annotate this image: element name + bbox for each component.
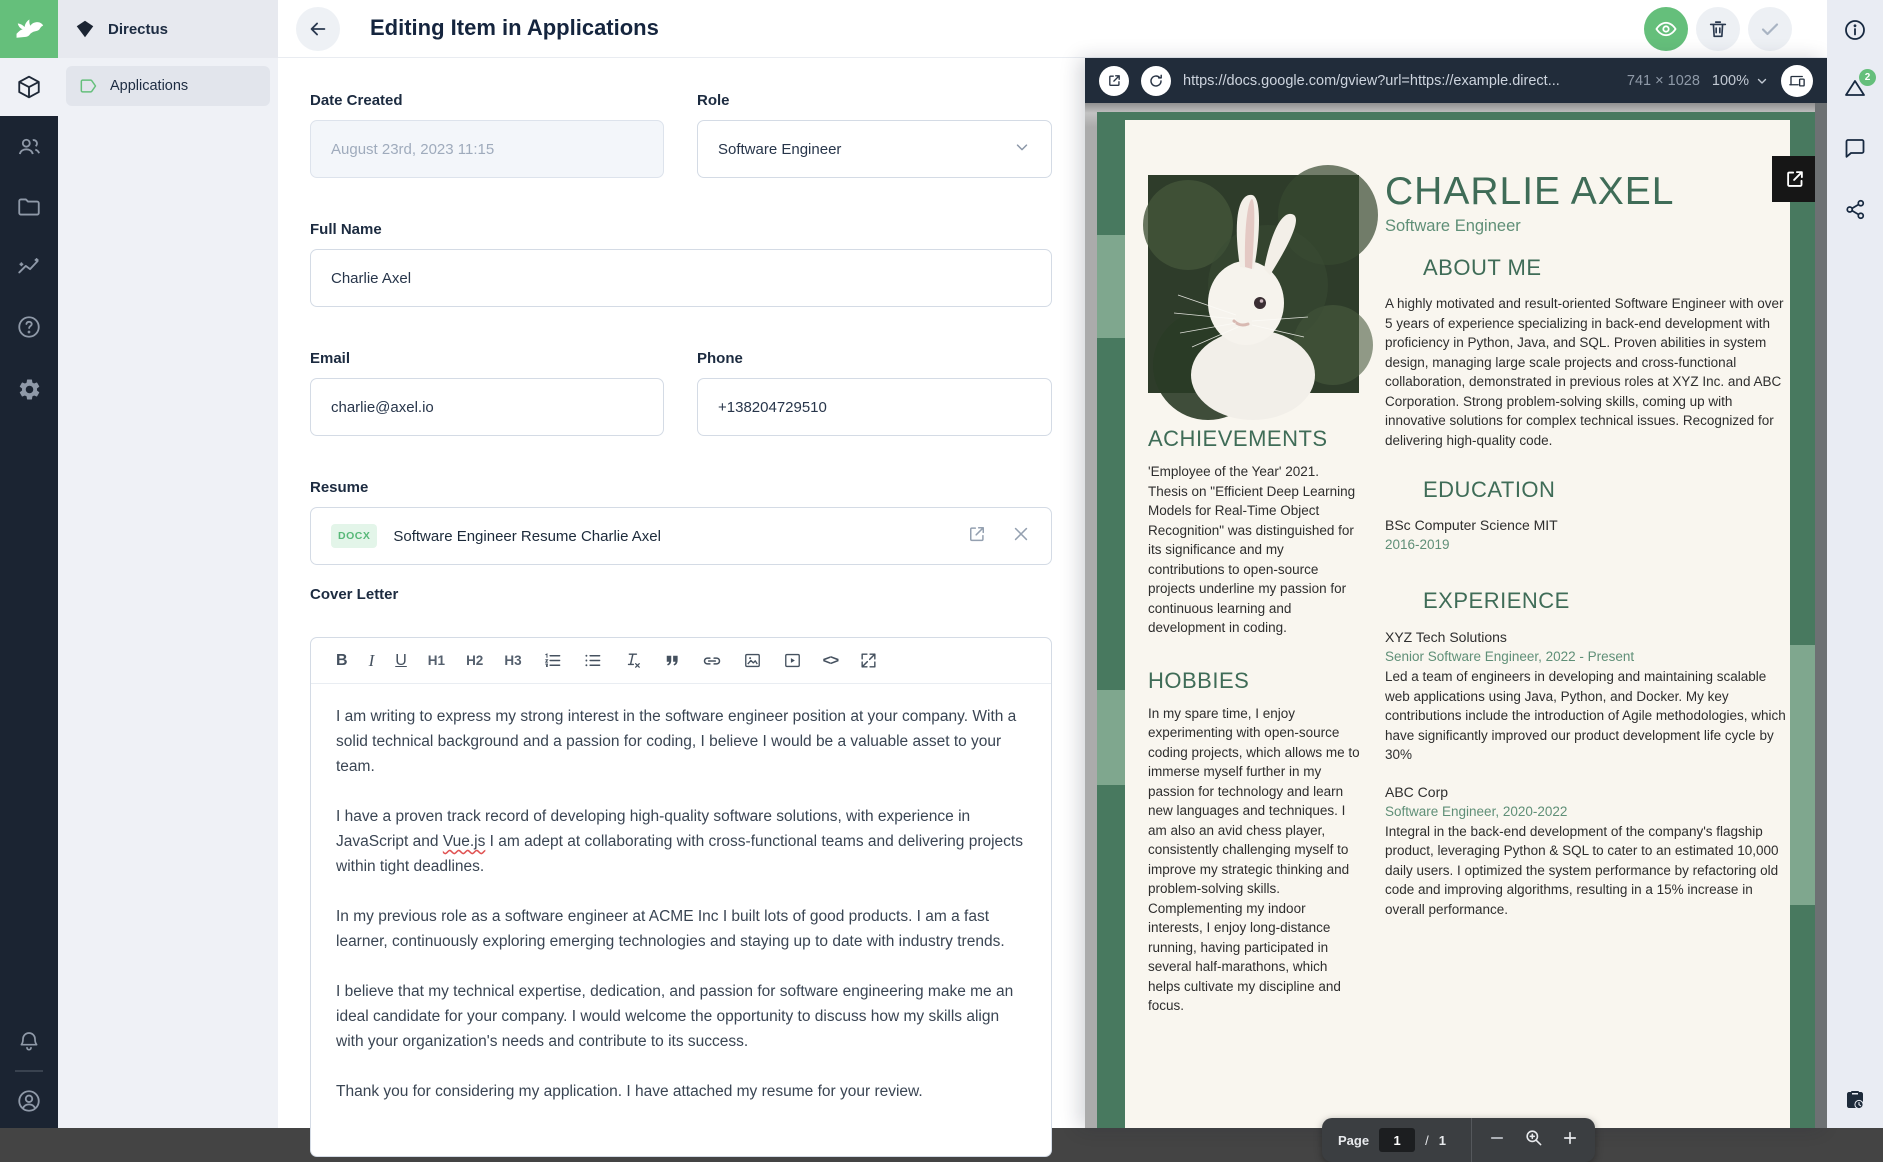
eye-icon bbox=[1654, 17, 1678, 41]
fullscreen-icon bbox=[859, 651, 878, 670]
frame-accent bbox=[1097, 690, 1125, 785]
folder-icon bbox=[16, 194, 42, 220]
full-name-value: Charlie Axel bbox=[331, 269, 412, 287]
share-icon bbox=[1844, 198, 1867, 221]
resume-name: CHARLIE AXEL bbox=[1385, 170, 1675, 213]
zoom-in-button[interactable] bbox=[1561, 1129, 1579, 1152]
module-bar bbox=[0, 0, 58, 1128]
fullscreen-button[interactable] bbox=[859, 651, 878, 670]
clipboard-clock-button[interactable] bbox=[1827, 1078, 1883, 1122]
remove-file-button[interactable] bbox=[1011, 524, 1031, 548]
module-settings[interactable] bbox=[0, 360, 58, 418]
delete-button[interactable] bbox=[1696, 7, 1740, 51]
clear-format-icon bbox=[623, 651, 642, 670]
magnifier-plus-icon bbox=[1524, 1128, 1543, 1147]
chevron-down-icon bbox=[1013, 138, 1031, 160]
job-description: Led a team of engineers in developing and maintaining scalable web applications using Java, Python, and Docker. My key contributions include the introduction of Agile methodologies, which have significantly improved our product development life cycle by 30% bbox=[1385, 669, 1786, 762]
users-icon bbox=[16, 134, 42, 160]
frame-accent bbox=[1097, 235, 1125, 338]
page-number-input[interactable]: 1 bbox=[1379, 1128, 1415, 1152]
job-company: XYZ Tech Solutions bbox=[1385, 629, 1507, 645]
ordered-list-icon bbox=[543, 651, 562, 670]
phone-value: +138204729510 bbox=[718, 398, 827, 416]
link-icon bbox=[702, 651, 722, 671]
close-icon bbox=[1011, 524, 1031, 544]
zoom-out-button[interactable] bbox=[1488, 1129, 1506, 1152]
module-users[interactable] bbox=[0, 118, 58, 176]
bullet-list-button[interactable] bbox=[583, 651, 602, 670]
cover-letter-paragraph: I have a proven track record of developing high-quality software solutions, with experience in JavaScript and Vue.js I am adept at collaborating with cross-functional teams and delivering projects within tight deadlines. bbox=[336, 808, 1023, 875]
education-heading: EDUCATION bbox=[1423, 477, 1556, 502]
check-icon bbox=[1758, 17, 1782, 41]
page-title: Editing Item in Applications bbox=[370, 15, 659, 40]
hobbies-text: In my spare time, I enjoy experimenting with open-source coding projects, which allows me to immerse myself further in my passion for technology and learn new languages and techniques. I am also an avid chess player, consistently challenging myself to improve my strategic thinking and problem-solving skills. Complementing my indoor interests, I enjoy long-distance running, having participated in several half-marathons, which helps cultivate my discipline and focus. bbox=[1148, 705, 1360, 1013]
cover-letter-paragraph: In my previous role as a software engineer at ACME Inc I built lots of good products. I am a fast learner, continuously exploring emerging technologies and staying up to date with industry trends. bbox=[336, 908, 1005, 950]
viewer-scrollbar[interactable] bbox=[1815, 103, 1827, 1128]
arrow-left-icon bbox=[307, 18, 329, 40]
open-in-new-icon bbox=[1784, 168, 1806, 190]
refresh-button[interactable] bbox=[1141, 66, 1171, 96]
open-url-button[interactable] bbox=[1099, 66, 1129, 96]
docx-badge: DOCX bbox=[331, 524, 377, 548]
date-created-input[interactable] bbox=[310, 120, 664, 178]
date-created-label: Date Created bbox=[310, 92, 403, 109]
insights-icon bbox=[16, 254, 42, 280]
job-role: Senior Software Engineer, 2022 - Present bbox=[1385, 649, 1635, 664]
cover-letter-label: Cover Letter bbox=[310, 586, 399, 603]
blockquote-button[interactable] bbox=[663, 652, 681, 670]
insert-video-button[interactable] bbox=[783, 651, 802, 670]
page-total: 1 bbox=[1438, 1132, 1446, 1148]
about-heading: ABOUT ME bbox=[1423, 255, 1542, 280]
bullet-list-icon bbox=[583, 651, 602, 670]
module-files[interactable] bbox=[0, 178, 58, 236]
clear-format-button[interactable] bbox=[623, 651, 642, 670]
directus-logo-button[interactable] bbox=[0, 0, 58, 58]
project-name: Directus bbox=[108, 20, 169, 38]
zoom-value: 100% bbox=[1711, 72, 1749, 89]
heading2-button[interactable]: H2 bbox=[466, 653, 484, 668]
page-label: Page bbox=[1338, 1132, 1370, 1148]
label-tag-icon bbox=[78, 76, 98, 96]
job-description: Integral in the back-end development of the company's flagship product, leveraging Python & SQL to cater to an estimated 10,000 daily users. I optimized the system performance by refactoring old code and improving algorithms, resulting in a 15% increase in overall performance. bbox=[1385, 823, 1779, 917]
minus-icon bbox=[1488, 1129, 1506, 1147]
quote-icon bbox=[663, 652, 681, 670]
user-avatar-button[interactable] bbox=[0, 1072, 58, 1130]
heading3-button[interactable]: H3 bbox=[504, 653, 522, 668]
save-button[interactable] bbox=[1748, 7, 1792, 51]
role-value: Software Engineer bbox=[718, 140, 842, 158]
ordered-list-button[interactable] bbox=[543, 651, 562, 670]
module-content[interactable] bbox=[0, 58, 58, 116]
email-input[interactable] bbox=[310, 378, 664, 436]
profile-photo-rabbit bbox=[1148, 175, 1359, 393]
resume-right-column bbox=[1385, 170, 1791, 919]
preview-dimensions: 741 × 1028 bbox=[1626, 72, 1700, 89]
module-insights[interactable] bbox=[0, 238, 58, 296]
info-sidebar-button[interactable] bbox=[1827, 8, 1883, 52]
education-years: 2016-2019 bbox=[1385, 537, 1450, 552]
device-toggle-button[interactable] bbox=[1781, 65, 1813, 97]
help-icon bbox=[16, 314, 42, 340]
underline-button[interactable]: U bbox=[395, 651, 407, 669]
about-text: A highly motivated and result-oriented Software Engineer with over 5 years of experience specializing in back-end development with proficiency in Python, Java, and SQL. Proven abilities in system design, managing large scale projects and cross-functional collaboration, demonstrated in previous roles at XYZ Inc. and ABC Corporation. Strong problem-solving skills, coming up with innovative solutions for complex technical issues. Recognized for delivering high-quality code. bbox=[1385, 296, 1784, 448]
zoom-fit-button[interactable] bbox=[1524, 1128, 1543, 1152]
full-name-label: Full Name bbox=[310, 221, 382, 238]
image-icon bbox=[743, 651, 762, 670]
code-button[interactable]: <> bbox=[822, 652, 839, 669]
experience-heading: EXPERIENCE bbox=[1423, 588, 1570, 613]
cover-letter-content[interactable] bbox=[311, 684, 1051, 1149]
module-help[interactable] bbox=[0, 298, 58, 356]
chevron-down-icon bbox=[1755, 74, 1769, 88]
comment-bubble-icon bbox=[1843, 136, 1867, 160]
sidebar-item-applications[interactable] bbox=[66, 66, 270, 106]
devices-icon bbox=[1788, 72, 1806, 90]
revisions-sidebar-button[interactable] bbox=[1827, 66, 1883, 110]
back-button[interactable] bbox=[296, 7, 340, 51]
spellcheck-underline: Vue.js bbox=[442, 833, 486, 850]
heading1-button[interactable]: H1 bbox=[427, 653, 446, 668]
comments-sidebar-button[interactable] bbox=[1827, 126, 1883, 170]
date-created-value: August 23rd, 2023 11:15 bbox=[331, 140, 495, 158]
page-separator: / bbox=[1425, 1132, 1429, 1148]
job-role: Software Engineer, 2020-2022 bbox=[1385, 803, 1568, 819]
project-header[interactable] bbox=[58, 0, 278, 58]
open-in-new-icon bbox=[967, 524, 987, 544]
resume-label: Resume bbox=[310, 479, 369, 496]
open-file-button[interactable] bbox=[967, 524, 987, 548]
achievements-heading: ACHIEVEMENTS bbox=[1148, 426, 1328, 451]
editor-toolbar bbox=[311, 638, 1051, 684]
education-degree: BSc Computer Science MIT bbox=[1385, 517, 1558, 533]
document-viewer bbox=[1085, 103, 1827, 1148]
link-button[interactable] bbox=[702, 651, 722, 671]
frame-accent bbox=[1790, 645, 1815, 905]
page-controls bbox=[1322, 1118, 1595, 1162]
open-in-new-icon bbox=[1107, 73, 1122, 88]
video-icon bbox=[783, 651, 802, 670]
resume-file-name: Software Engineer Resume Charlie Axel bbox=[393, 527, 661, 545]
resume-file-field[interactable] bbox=[310, 507, 1052, 565]
phone-input[interactable] bbox=[697, 378, 1052, 436]
cover-letter-editor bbox=[310, 637, 1052, 1157]
phone-label: Phone bbox=[697, 350, 743, 367]
role-select[interactable] bbox=[697, 120, 1052, 178]
cover-letter-paragraph: I believe that my technical expertise, dedication, and passion for software engineering make me an ideal candidate for your company. I would welcome the opportunity to discuss how my skills align with your organization's needs and contribute to its success. bbox=[336, 983, 1014, 1050]
cover-letter-paragraph: Thank you for considering my application. I have attached my resume for your review. bbox=[336, 1083, 923, 1100]
right-sidebar bbox=[1827, 0, 1883, 1128]
directus-rabbit-icon bbox=[12, 10, 46, 49]
insert-image-button[interactable] bbox=[743, 651, 762, 670]
resume-document-page bbox=[1097, 112, 1815, 1128]
achievements-text: 'Employee of the Year' 2021. Thesis on "Efficient Deep Learning Models for Real-Time Object Recognition" was distinguished for its significance and my contributions to open-source projects underline my passion for continuous learning and development in coding. bbox=[1148, 464, 1356, 635]
role-label: Role bbox=[697, 92, 730, 109]
preview-url[interactable]: https://docs.google.com/gview?url=https://example.direct... bbox=[1183, 72, 1560, 89]
share-sidebar-button[interactable] bbox=[1827, 187, 1883, 231]
preview-drawer bbox=[1085, 58, 1827, 1148]
bell-icon bbox=[17, 1029, 41, 1053]
bold-button[interactable]: B bbox=[336, 651, 348, 669]
resume-role: Software Engineer bbox=[1385, 217, 1521, 235]
plus-icon bbox=[1561, 1129, 1579, 1147]
cube-icon bbox=[16, 74, 42, 100]
popout-button[interactable] bbox=[1772, 156, 1818, 202]
email-value: charlie@axel.io bbox=[331, 398, 434, 416]
trash-icon bbox=[1707, 18, 1729, 40]
info-icon bbox=[1843, 18, 1867, 42]
italic-button[interactable]: I bbox=[368, 650, 375, 670]
project-diamond-icon bbox=[74, 18, 96, 40]
nav-panel bbox=[58, 0, 278, 1128]
gear-icon bbox=[17, 377, 42, 402]
preview-toggle-button[interactable] bbox=[1644, 7, 1688, 51]
revisions-badge: 2 bbox=[1859, 69, 1876, 86]
job-company: ABC Corp bbox=[1385, 783, 1449, 800]
clipboard-clock-icon bbox=[1843, 1088, 1867, 1112]
hobbies-heading: HOBBIES bbox=[1148, 667, 1250, 693]
zoom-select[interactable] bbox=[1712, 73, 1769, 89]
preview-header bbox=[1085, 58, 1827, 103]
sidebar-item-label: Applications bbox=[110, 78, 189, 94]
resume-left-column bbox=[1148, 175, 1361, 1016]
refresh-icon bbox=[1148, 73, 1164, 89]
email-label: Email bbox=[310, 350, 351, 367]
account-circle-icon bbox=[16, 1088, 42, 1114]
cover-letter-paragraph: I am writing to express my strong interest in the software engineer position at your company. With a solid technical background and a passion for coding, I believe I would be a valuable asset to your team. bbox=[336, 708, 1017, 775]
notifications-button[interactable] bbox=[0, 1012, 58, 1070]
full-name-input[interactable] bbox=[310, 249, 1052, 307]
